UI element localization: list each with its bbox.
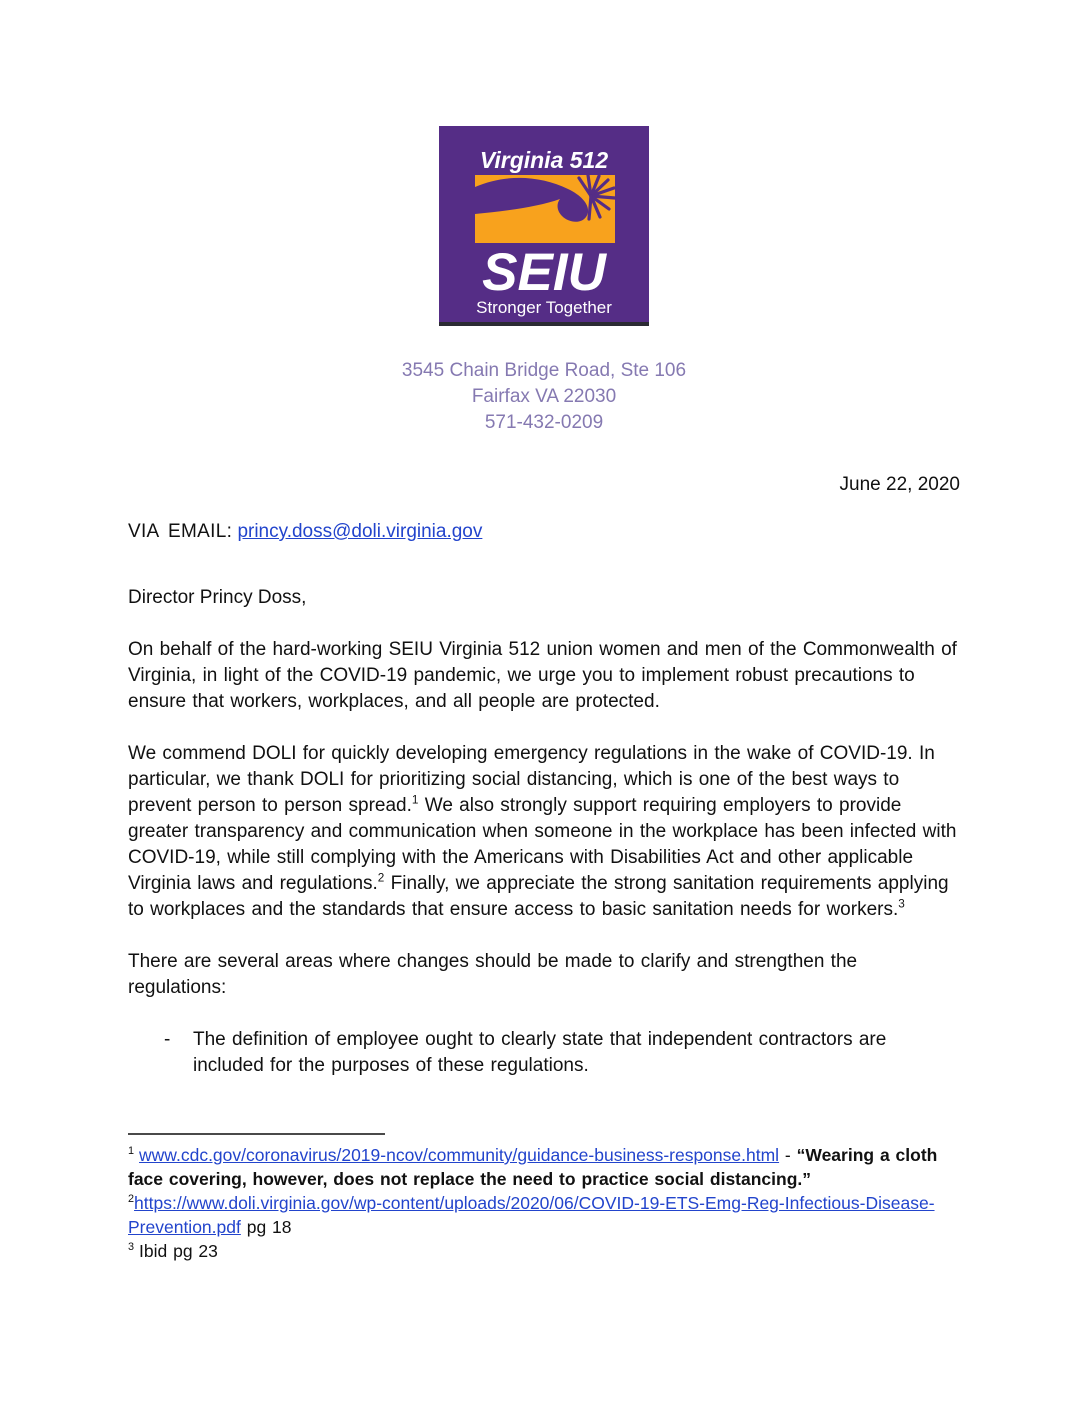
via-email-label: VIA EMAIL: <box>128 521 233 542</box>
org-address <box>128 358 960 436</box>
footnote-1-separator: - <box>779 1145 797 1165</box>
salutation: Director Princy Doss, <box>128 587 307 608</box>
bullet-dash: - <box>164 1029 171 1050</box>
via-email-line <box>128 519 960 545</box>
org-address-line3: 571-432-0209 <box>484 412 604 433</box>
logo-wordmark: SEIU <box>482 243 606 302</box>
footnote-2 <box>128 1191 960 1239</box>
paragraph-commend-seg1: We commend DOLI for quickly developing emergency regulations in the wake of COVID-19. In particular, we thank DOLI for prioritizing social distancing, which is one of the best ways to prevent person to person spread. <box>128 743 935 816</box>
org-address-line2: Fairfax VA 22030 <box>471 386 617 407</box>
footnote-2-marker: 2 <box>128 1193 135 1206</box>
paragraph-changes: There are several areas where changes should be made to clarify and strengthen the regulations: <box>128 951 858 998</box>
logo-tagline: Stronger Together <box>476 298 612 317</box>
logo-bottom-edge <box>439 322 649 326</box>
footnote-1-quote: “Wearing a cloth face covering, however, does not replace the need to practice social distancing.” <box>128 1145 938 1189</box>
seiu-logo-graphic <box>439 126 649 326</box>
footnotes-section <box>128 1133 960 1263</box>
footnote-1 <box>128 1143 960 1191</box>
footnote-1-marker: 1 <box>128 1145 135 1158</box>
footnote-separator <box>128 1133 385 1135</box>
org-address-line1: 3545 Chain Bridge Road, Ste 106 <box>401 360 687 381</box>
footnote-ref-3: 3 <box>898 897 905 911</box>
footnote-3-text: Ibid pg 23 <box>139 1241 218 1261</box>
paragraph-commend-seg2: We also strongly support requiring employers to provide greater transparency and communication when someone in the workplace has been infected with COVID-19, while still complying with the Americans with Disabilities Act and other applicable Virginia laws and regulations. <box>128 795 957 894</box>
footnote-ref-2: 2 <box>377 871 385 885</box>
seiu-logo <box>128 0 960 326</box>
paragraph-commend <box>128 741 960 923</box>
logo-region-label: Virginia 512 <box>479 147 609 173</box>
paragraph-commend-seg3: Finally, we appreciate the strong sanitation requirements applying to workplaces and the standards that ensure access to basic sanitation needs for workers. <box>128 873 949 920</box>
bullet-item-text: The definition of employee ought to clearly state that independent contractors are included for the purposes of these regulations. <box>193 1029 887 1076</box>
footnote-ref-1: 1 <box>411 793 419 807</box>
list-item <box>128 1027 960 1079</box>
footnote-2-page: pg 18 <box>240 1217 292 1237</box>
footnote-3 <box>128 1239 960 1263</box>
cdc-link[interactable]: www.cdc.gov/coronavirus/2019-ncov/community/guidance-business-response.html <box>139 1145 780 1165</box>
email-link[interactable]: princy.doss@doli.virginia.gov <box>237 521 483 542</box>
paragraph-intro: On behalf of the hard-working SEIU Virginia 512 union women and men of the Commonwealth of Virginia, in light of the COVID-19 pandemic, we urge you to implement robust precautions to ensure that workers, workplaces, and all people are protected. <box>128 639 957 712</box>
doli-link[interactable]: https://www.doli.virginia.gov/wp-content/uploads/2020/06/COVID-19-ETS-Emg-Reg-Infectious-Disease-Prevention.pdf <box>128 1193 935 1237</box>
footnote-3-marker: 3 <box>128 1241 135 1254</box>
letter-date: June 22, 2020 <box>839 474 960 495</box>
